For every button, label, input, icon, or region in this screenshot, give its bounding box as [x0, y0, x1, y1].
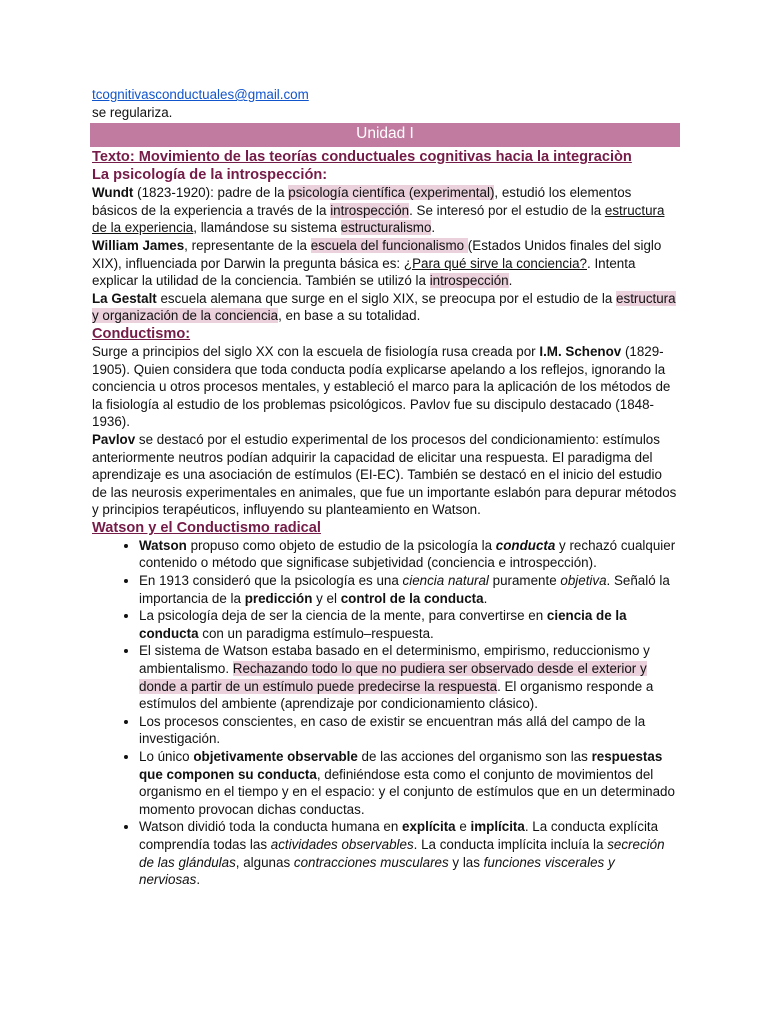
list-item	[139, 713, 678, 748]
text-run: , algunas	[235, 854, 294, 870]
bold-text: control de la conducta	[340, 590, 484, 606]
text-run: Lo único	[139, 749, 194, 764]
list-item	[139, 607, 678, 642]
header-block	[92, 86, 678, 121]
text-run: , en base a su totalidad.	[278, 308, 421, 324]
text-run: La psicología deja de ser la ciencia de la mente, para convertirse en	[139, 608, 547, 624]
text-run: , representante de la	[184, 237, 311, 253]
text-run: .	[431, 220, 436, 236]
text-run: .	[483, 590, 488, 606]
italic-text: contracciones musculares	[293, 854, 449, 870]
text-run: . Intenta explicar la utilidad de la conciencia. También se utilizó la	[92, 255, 636, 289]
wundt-paragraph	[92, 184, 678, 237]
list-item	[139, 748, 678, 818]
highlight: estructuralismo	[340, 220, 432, 236]
text-run: , llamándose su sistema	[193, 220, 341, 236]
text-run: (1829-1905). Quien considera que toda conducta podía explicarse apelando a los reflejos, ignorando la conciencia u otros procesos mentales, y estableció el marco para la aplicación de los métodos de la fisiología al estudio de los problemas psicológicos. Pavlov fue su discipulo destacado (1848-1936).	[92, 343, 671, 430]
gestalt-name: La Gestalt	[92, 290, 157, 306]
highlight: Rechazando todo lo que no pudiera ser observado desde el exterior y donde a partir de un estímulo puede predecirse la respuesta	[139, 661, 647, 694]
document-page	[92, 86, 678, 889]
underlined-text: ¿Para qué sirve la conciencia?	[403, 255, 587, 271]
bold-text: Pavlov	[92, 431, 136, 447]
text-run: (Estados Unidos finales del siglo XIX), influenciada por Darwin la pregunta básica es:	[92, 237, 662, 271]
text-run: .	[196, 872, 201, 888]
text-run: , estudió los elementos básicos de la experiencia a través de la	[92, 185, 632, 218]
text-run: Watson dividió toda la conducta humana en	[139, 819, 403, 835]
bold-text: explícita	[402, 819, 456, 835]
text-run: se destacó por el estudio experimental de los procesos del condicionamiento: estímulos anteriormente neutros podían adquirir la capacidad de elicitar una respuesta. El paradigma del aprendizaje es una asociación de estímulos (EI-EC). También se destacó en el inicio del estudio de las neurosis experimentales en animales, que fue un importante eslabón para depurar métodos y principios terapéuticos, influyendo su planteamiento en Watson.	[92, 431, 677, 518]
text-run: e	[455, 819, 471, 835]
text-run: y el	[312, 590, 341, 606]
highlight: estructura y organización de la conciencia	[92, 290, 676, 324]
bold-text: objetivamente observable	[193, 749, 358, 764]
watson-list	[92, 537, 678, 889]
conductismo-heading: Conductismo:	[92, 325, 191, 342]
watson-heading: Watson y el Conductismo radical	[92, 519, 321, 536]
text-run: . Se interesó por el estudio de la	[409, 202, 605, 218]
bold-text: I.M. Schenov	[539, 343, 622, 359]
italic-text: actividades observables	[270, 836, 414, 852]
italic-text: funciones viscerales y nerviosas	[139, 854, 615, 888]
italic-text: secreción de las glándulas	[139, 836, 665, 870]
text-run: con un paradigma estímulo–respuesta.	[198, 625, 434, 641]
bold-text: ciencia de la conducta	[139, 608, 627, 641]
text-run: . La conducta implícita incluía la	[413, 836, 608, 852]
italic-text: ciencia natural	[402, 573, 489, 589]
text-run: (1823-1920): padre de la	[133, 185, 289, 201]
highlight: psicología científica (experimental)	[288, 185, 495, 201]
list-item	[139, 572, 678, 607]
bold-text: Watson	[139, 537, 187, 553]
text-run: . La conducta explícita comprendía todas las	[139, 819, 659, 852]
list-item	[139, 537, 678, 572]
bold-text: respuestas que componen su conducta	[139, 749, 663, 782]
list-item	[139, 642, 678, 712]
text-run: El sistema de Watson estaba basado en el determinismo, empirismo, reduccionismo y ambientalismo.	[139, 643, 650, 677]
bold-text: predicción	[244, 590, 313, 606]
wundt-name: Wundt	[92, 185, 134, 201]
list-item	[139, 818, 678, 888]
text-run: puramente	[488, 573, 561, 589]
text-run: escuela alemana que surge en el siglo XIX, se preocupa por el estudio de la	[156, 290, 617, 306]
email-link[interactable]: tcognitivasconductuales@gmail.com	[92, 87, 309, 102]
schenov-paragraph	[92, 343, 678, 431]
note-text: se regulariza.	[92, 104, 173, 120]
text-run: Los procesos conscientes, en caso de existir se encuentran más allá del campo de la investigación.	[139, 713, 646, 747]
highlight: escuela del funcionalismo	[310, 237, 468, 253]
underlined-text: estructura de la experiencia	[92, 202, 665, 236]
text-run: En 1913 consideró que la psicología es una	[139, 573, 403, 589]
james-paragraph	[92, 237, 678, 290]
gestalt-paragraph	[92, 290, 678, 325]
text-run: de las acciones del organismo son las	[357, 749, 592, 764]
bold-text: implícita	[470, 819, 525, 835]
text-run: . El organismo responde a estímulos del ambiente (aprendizaje por condicionamiento clásico).	[139, 678, 654, 712]
pavlov-paragraph	[92, 431, 678, 519]
text-run: propuso como objeto de estudio de la psicología la	[186, 537, 496, 553]
text-run: y las	[448, 854, 484, 870]
text-run: y rechazó cualquier contenido o método que significase subjetividad (conciencia e introspección).	[139, 537, 676, 571]
introspection-heading: La psicología de la introspección:	[92, 167, 328, 184]
italic-text: objetiva	[560, 573, 607, 589]
text-run: .	[508, 273, 513, 289]
text-title: Texto: Movimiento de las teorías conductuales cognitivas hacia la integraciòn	[92, 149, 632, 166]
text-run: , definiéndose esta como el conjunto de movimientos del organismo en el tiempo y en el espacio: y el conjunto de estímulos que en un determinado momento provocan dichas conductas.	[139, 766, 675, 817]
highlight: introspección	[429, 273, 509, 289]
unit-banner: Unidad I	[90, 123, 680, 147]
james-name: William James	[92, 237, 185, 253]
bold-italic-text: conducta	[495, 537, 556, 553]
text-run: Surge a principios del siglo XX con la escuela de fisiología rusa creada por	[92, 343, 540, 359]
text-run: . Señaló la importancia de la	[139, 573, 670, 606]
highlight: introspección	[330, 202, 410, 218]
